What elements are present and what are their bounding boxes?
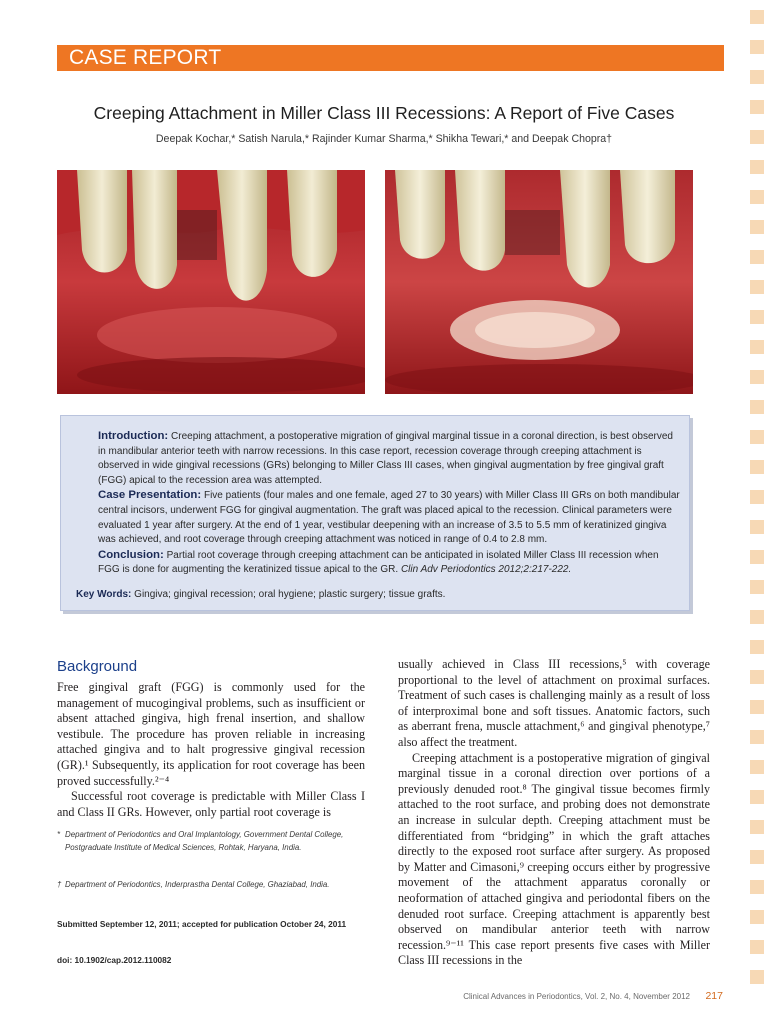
footnote-affiliation-1 xyxy=(57,828,367,854)
case-presentation-label: Case Presentation: xyxy=(98,489,202,502)
page-number: 217 xyxy=(705,990,723,1002)
doi: doi: 10.1902/cap.2012.110082 xyxy=(57,955,172,965)
footnote-affiliation-2 xyxy=(57,878,367,891)
clinical-photo-after xyxy=(385,170,693,394)
keywords xyxy=(76,588,680,603)
journal-footer: Clinical Advances in Periodontics, Vol. 2, No. 4, November 2012 xyxy=(463,992,690,1001)
section-banner xyxy=(57,45,724,71)
clinical-photo-before xyxy=(57,170,365,394)
footnote-text-1: Department of Periodontics and Oral Implantology, Government Dental College, Postgraduate Institute of Medical Sciences, Rohtak, Haryana, India. xyxy=(65,830,344,852)
abstract-conclusion xyxy=(76,548,680,578)
introduction-text: Creeping attachment, a postoperative migration of gingival marginal tissue in a coronal direction, is best observed in mandibular anterior teeth with narrow recessions. In this case report, recession coverage through creeping attachment is observed in wide gingival recessions (GRs) belonging to Miller Class III cases, when gingival augmentation by free gingival graft (FGG) apical to the recession area was attempted. xyxy=(98,431,673,486)
footnote-text-2: Department of Periodontics, Inderprastha Dental College, Ghaziabad, India. xyxy=(65,880,330,889)
abstract-introduction xyxy=(76,429,680,488)
footnote-mark-1: * xyxy=(57,830,61,839)
section-label: CASE REPORT xyxy=(69,46,222,69)
keywords-text: Gingiva; gingival recession; oral hygiene; plastic surgery; tissue grafts. xyxy=(134,588,446,600)
case-presentation-text: Five patients (four males and one female, aged 27 to 30 years) with Miller Class III GRs on both mandibular central incisors, underwent FGG for gingival augmentation. The graft was placed apical to the recession. Clinical parameters were evaluated 1 year after surgery. At the end of 1 year, vestibular deepening with an increase of 3.5 to 5.5 mm of keratinized gingiva was achieved, and root coverage through creeping attachment was noticed in range of 0.4 to 2.8 mm. xyxy=(98,490,680,546)
left-column xyxy=(57,680,365,820)
conclusion-label: Conclusion: xyxy=(98,548,164,561)
background-heading: Background xyxy=(57,658,138,675)
right-column xyxy=(398,657,710,969)
keywords-label: Key Words: xyxy=(76,588,132,600)
right-paragraph-1: usually achieved in Class III recessions,⁵ with coverage proportional to the level of attachment on proximal surfaces. Treatment of such cases is challenging mainly as a result of loss of interproximal bone and soft tissues. Anatomic factors, such as aberrant frena, muscle attachment,⁶ and gingival phenotype,⁷ also affect the treatment. xyxy=(398,657,710,749)
article-title: Creeping Attachment in Miller Class III Recessions: A Report of Five Cases xyxy=(93,103,675,123)
submission-dates: Submitted September 12, 2011; accepted for publication October 24, 2011 xyxy=(57,919,347,929)
introduction-label: Introduction: xyxy=(98,430,169,442)
article-authors: Deepak Kochar,* Satish Narula,* Rajinder Kumar Sharma,* Shikha Tewari,* and Deepak Chopra† xyxy=(155,133,613,145)
citation: Clin Adv Periodontics 2012;2:217-222. xyxy=(400,564,572,576)
footnote-mark-2: † xyxy=(57,880,62,889)
conclusion-text: Partial root coverage through creeping attachment can be anticipated in isolated Miller Class III recession when FGG is done for augmenting the keratinized tissue apical to the GR. xyxy=(98,549,659,576)
background-paragraph-2: Successful root coverage is predictable with Miller Class I and Class II GRs. However, only partial root coverage is xyxy=(57,789,365,819)
side-tab-strip xyxy=(746,0,768,1024)
abstract-box xyxy=(60,415,690,611)
right-paragraph-2: Creeping attachment is a postoperative migration of gingival marginal tissue in a coronal direction over portions of a previously denuded root.⁸ The gingival tissue becomes firmly attached to the root surface, and probing does not demonstrate an increase in sulcular depth. Creeping attachment must be differentiated from “bridging” in which the graft attaches directly to the exposed root surface after surgery. As proposed by Matter and Cimasoni,⁹ creeping occurs either by progressive movement of the attachment apparatus coronally or neoformation of attached gingiva and periodontal fibers on the denuded root surface. Creeping attachment is apparently best observed on mandibular anterior teeth with narrow recession.⁹⁻¹¹ This case report presents five cases with Miller Class III recessions in the xyxy=(398,750,710,968)
background-paragraph-1: Free gingival graft (FGG) is commonly used for the management of mucogingival problems, such as insufficient or absent attached gingiva, high frenal insertion, and shallow vestibule. The procedure has proven reliable in increasing attached gingiva and to halt progressive gingival recession (GR).¹ Subsequently, its application for root coverage has been proved successfully.²⁻⁴ xyxy=(57,680,365,788)
abstract-case-presentation xyxy=(76,488,680,547)
